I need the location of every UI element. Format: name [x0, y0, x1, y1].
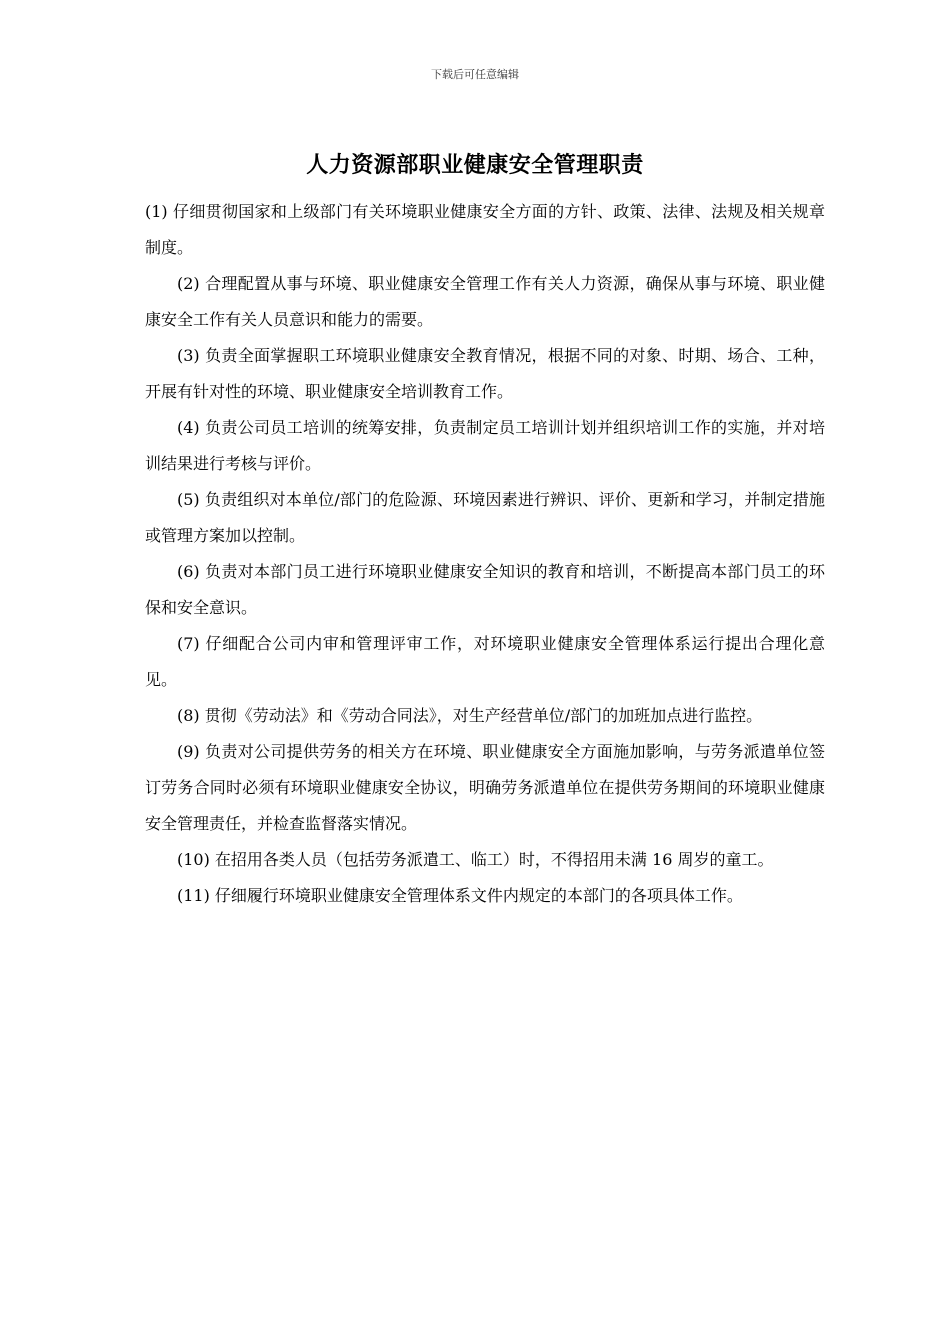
duty-item-3: (3) 负责全面掌握职工环境职业健康安全教育情况，根据不同的对象、时期、场合、工种，开展有针对性的环境、职业健康安全培训教育工作。 — [145, 346, 825, 401]
duty-item-1: (1) 仔细贯彻国家和上级部门有关环境职业健康安全方面的方针、政策、法律、法规及相关规章制度。 — [145, 202, 825, 257]
duty-item-4: (4) 负责公司员工培训的统筹安排，负责制定员工培训计划并组织培训工作的实施，并对培训结果进行考核与评价。 — [145, 418, 825, 473]
page-header: 下载后可任意编辑 — [431, 68, 519, 81]
duty-item-5: (5) 负责组织对本单位/部门的危险源、环境因素进行辨识、评价、更新和学习，并制定措施或管理方案加以控制。 — [145, 490, 825, 545]
duty-item-8: (8) 贯彻《劳动法》和《劳动合同法》，对生产经营单位/部门的加班加点进行监控。 — [177, 706, 763, 725]
duty-item-6: (6) 负责对本部门员工进行环境职业健康安全知识的教育和培训，不断提高本部门员工的环保和安全意识。 — [145, 562, 825, 617]
duty-item-9: (9) 负责对公司提供劳务的相关方在环境、职业健康安全方面施加影响，与劳务派遣单位签订劳务合同时必须有环境职业健康安全协议，明确劳务派遣单位在提供劳务期间的环境职业健康安全管理责任，并检查监督落实情况。 — [145, 742, 825, 833]
duty-item-7: (7) 仔细配合公司内审和管理评审工作，对环境职业健康安全管理体系运行提出合理化意见。 — [145, 634, 825, 689]
document-body — [145, 194, 825, 914]
duty-item-10: (10) 在招用各类人员（包括劳务派遣工、临工）时，不得招用未满 16 周岁的童工。 — [177, 850, 774, 869]
duty-item-2: (2) 合理配置从事与环境、职业健康安全管理工作有关人力资源，确保从事与环境、职业健康安全工作有关人员意识和能力的需要。 — [145, 274, 825, 329]
document-title: 人力资源部职业健康安全管理职责 — [306, 153, 644, 178]
duty-item-11: (11) 仔细履行环境职业健康安全管理体系文件内规定的本部门的各项具体工作。 — [177, 886, 743, 905]
